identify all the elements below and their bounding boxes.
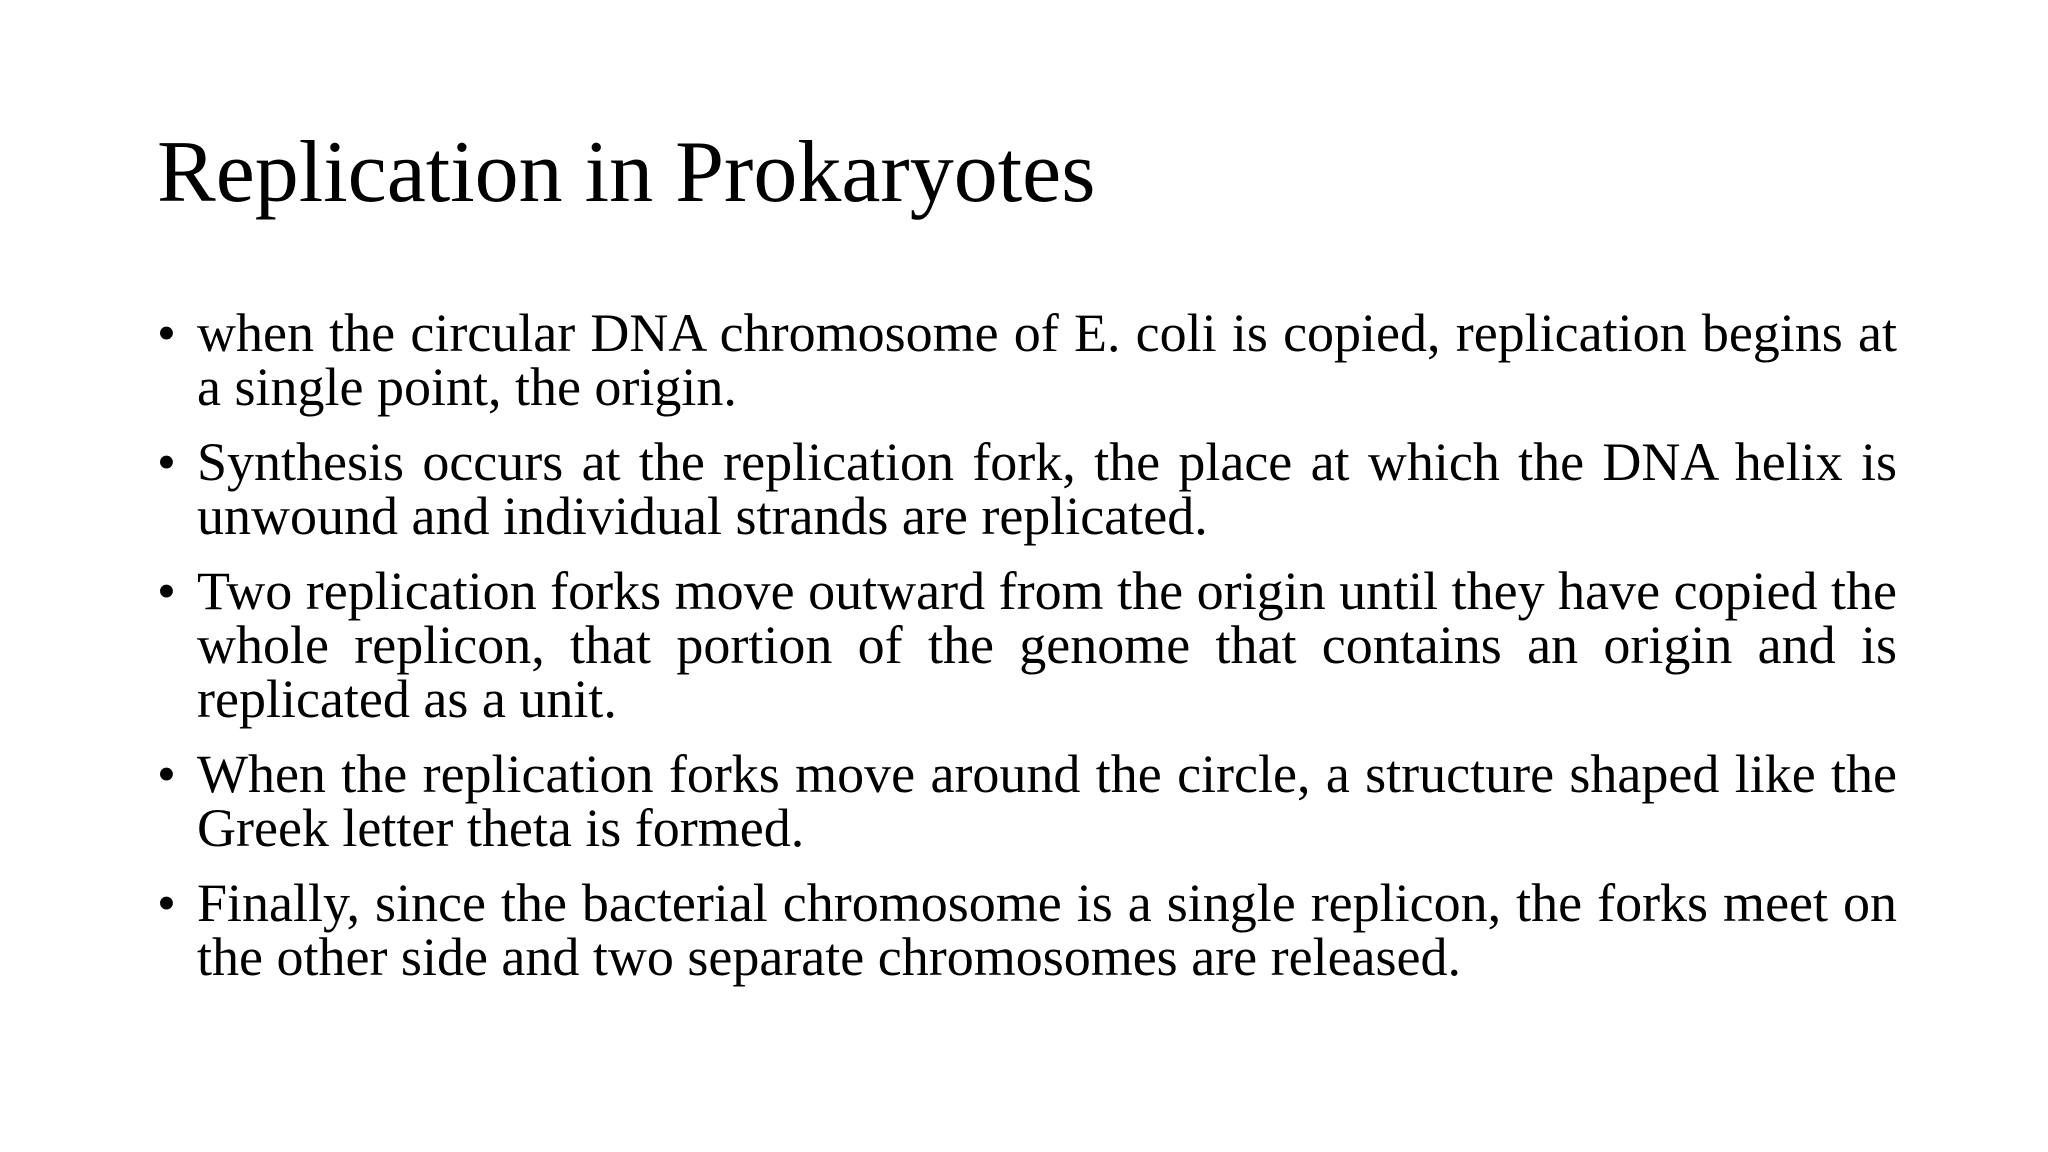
bullet-marker: • (157, 744, 176, 804)
bullet-marker: • (157, 873, 176, 933)
bullet-item (157, 303, 1897, 417)
bullet-item (157, 432, 1897, 546)
bullet-list (157, 303, 1897, 1005)
slide-title: Replication in Prokaryotes (157, 124, 1096, 221)
bullet-text: Finally, since the bacterial chromosome is a single replicon, the forks meet on the other side and two separate chromosomes are released. (197, 873, 1897, 987)
bullet-text: Synthesis occurs at the replication fork, the place at which the DNA helix is unwound and individual strands are replicated. (197, 432, 1897, 546)
bullet-text: Two replication forks move outward from the origin until they have copied the whole replicon, that portion of the genome that contains an origin and is replicated as a unit. (197, 561, 1897, 729)
bullet-marker: • (157, 561, 176, 621)
bullet-item (157, 561, 1897, 729)
bullet-marker: • (157, 432, 176, 492)
bullet-item (157, 873, 1897, 987)
bullet-text: When the replication forks move around the circle, a structure shaped like the Greek letter theta is formed. (197, 744, 1897, 858)
bullet-item (157, 744, 1897, 858)
bullet-marker: • (157, 303, 176, 363)
bullet-text: when the circular DNA chromosome of E. coli is copied, replication begins at a single point, the origin. (197, 303, 1897, 417)
